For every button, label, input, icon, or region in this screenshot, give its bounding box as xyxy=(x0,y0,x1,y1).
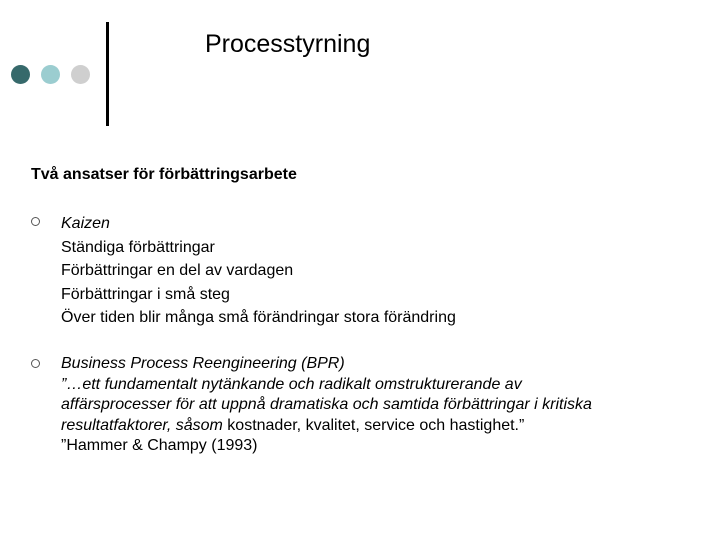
vertical-divider xyxy=(106,22,109,126)
dot-light-teal xyxy=(41,65,60,84)
bullet-bpr-heading: Business Process Reengineering (BPR) xyxy=(61,355,345,372)
bullet-bpr-quote-line: affärsprocesser för att uppnå dramatiska och samtida förbättringar i kritiska xyxy=(61,396,592,414)
bullet-kaizen-line: Över tiden blir många små förändringar stora förändring xyxy=(61,309,456,326)
bullet-bpr-citation: ”Hammer & Champy (1993) xyxy=(61,437,258,455)
dot-gray xyxy=(71,65,90,84)
bullet-bpr-quote-line xyxy=(61,416,671,437)
bullet-bpr-text xyxy=(61,354,671,457)
bullet-bpr-quote-rest: kostnader, kvalitet, service och hastighet.” xyxy=(222,416,525,434)
bullet-circle-icon xyxy=(31,359,40,368)
slide-title: Processtyrning xyxy=(205,30,371,58)
bullet-kaizen-line: Förbättringar i små steg xyxy=(61,285,230,303)
dot-dark-teal xyxy=(11,65,30,84)
bullet-kaizen-line: Förbättringar en del av vardagen xyxy=(61,262,294,279)
slide-subheading: Två ansatser för förbättringsarbete xyxy=(31,166,297,183)
bullet-kaizen-text xyxy=(61,212,671,330)
bullet-kaizen xyxy=(31,212,671,330)
bullet-circle-icon xyxy=(31,217,40,226)
bullet-kaizen-heading: Kaizen xyxy=(61,215,110,232)
decorative-dots xyxy=(11,65,90,84)
bullet-bpr-quote-line: ”…ett fundamentalt nytänkande och radikalt omstrukturerande av xyxy=(61,375,522,393)
bullet-kaizen-line: Ständiga förbättringar xyxy=(61,238,215,256)
bullet-bpr xyxy=(31,354,671,457)
bullet-bpr-quote-italic: resultatfaktorer, såsom xyxy=(61,416,223,434)
